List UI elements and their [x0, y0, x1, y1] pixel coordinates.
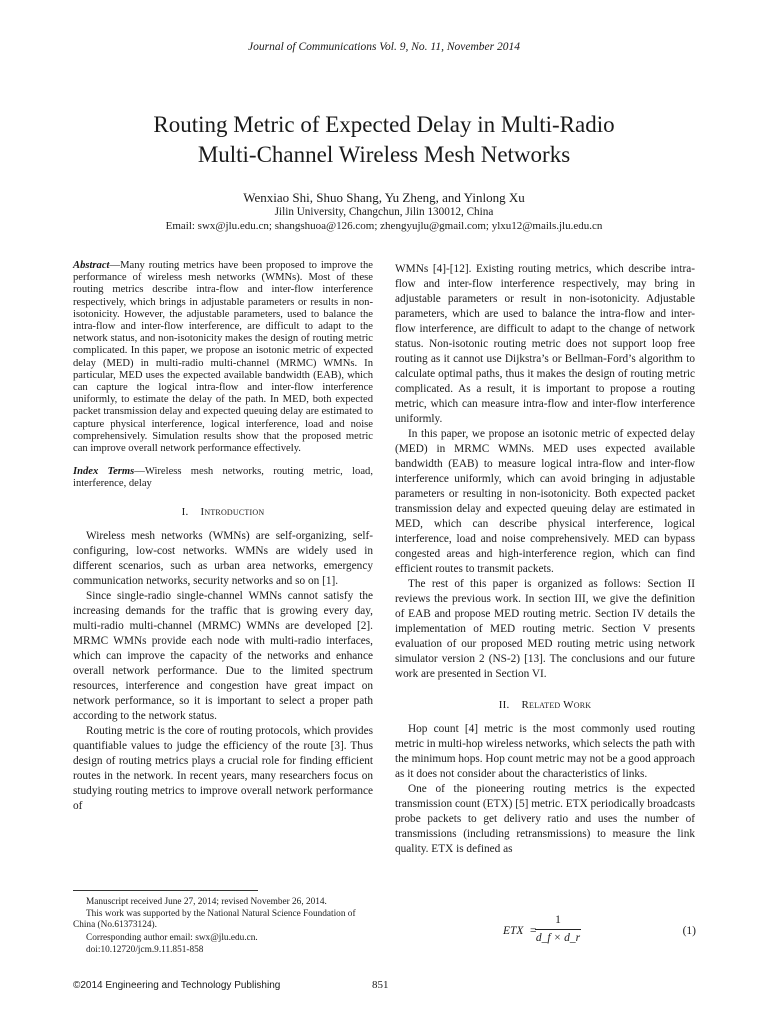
footnote-divider — [73, 890, 258, 891]
left-column — [73, 260, 373, 814]
related-paragraph-1: Hop count [4] metric is the most commonly used routing metric in multi-hop wireless networks, which selects the path with the minimum hops. Hop count metric may not be a good approach as it does not consider about the characteristics of links. — [395, 723, 695, 780]
index-terms — [73, 466, 373, 490]
abstract-text: —Many routing metrics have been proposed to improve the performance of wireless mesh networks (WMNs). Most of these routing metrics describe intra-flow and inter-flow interference respectively, which brings in adjustable parameters or results in non-isotonicity. However, the adjustable parameters, used to balance the intra-flow and inter-flow interference, are difficult to adapt to the network status, and non-isotonicity makes the design of routing metric complicated. In this paper, we propose an isotonic metric of expected delay (MED) in multi-radio multi-channel (MRMC) WMNs. In particular, MED uses the expected available bandwidth (EAB), which can capture the logical intra-flow and inter-flow interference uniformly, to estimate the delay of the path. In MED, both expected packet transmission delay and expected queuing delay are estimated to capture physical interference, logical interference, load and noise comprehensively. Simulation results show that the proposed metric can improve overall network performance effectively. — [73, 260, 373, 455]
equation-equals: = — [530, 925, 537, 937]
author-emails: Email: swx@jlu.edu.cn; shangshuoa@126.com; zhengyujlu@gmail.com; ylxu12@mails.jlu.edu.cn — [165, 220, 603, 232]
title-line-1: Routing Metric of Expected Delay in Multi-Radio — [153, 112, 615, 137]
abstract — [73, 260, 373, 455]
fraction-bar — [535, 929, 581, 930]
equation-etx — [395, 914, 698, 950]
page-number: 851 — [372, 979, 389, 991]
footnote-support: This work was supported by the National Natural Science Foundation of China (No.61373124). — [73, 909, 356, 930]
footnote-doi: doi:10.12720/jcm.9.11.851-858 — [86, 945, 204, 955]
section-title: Related Work — [521, 699, 592, 711]
paper-title — [60, 110, 708, 170]
section-heading-introduction — [73, 505, 373, 519]
abstract-lead: Abstract — [73, 260, 110, 271]
right-paragraph-3: The rest of this paper is organized as follows: Section II reviews the previous work. In section III, we give the definition of EAB and propose MED routing metric. Section IV details the implementation of MED routing metric. Section V presents evaluation of our proposed MED routing metric using network simulator version 2 (NS-2) [13]. The conclusions and our future work are presented in Section VI. — [395, 578, 695, 680]
index-terms-text: —Wireless mesh networks, routing metric, load, interference, delay — [73, 466, 373, 490]
right-paragraph-1: WMNs [4]-[12]. Existing routing metrics, which describe intra-flow and inter-flow interference respectively, may bring in adjustable parameters or result in non-isotonicity. Adjustable parameters, which are used to balance the intra-flow and inter-flow interference, are difficult to adapt to the change of network status. Non-isotonic routing metric does not support loop free routing as it cannot use Dijkstra’s or Bellman-Ford’s algorithm to calculate optimal paths, thus it makes the design of routing metric complicated. As a result, it is important to propose a routing metric, which can measure intra-flow and inter-flow interference uniformly. — [395, 263, 695, 425]
right-paragraph-2: In this paper, we propose an isotonic metric of expected delay (MED) in MRMC WMNs. MED uses expected available bandwidth (EAB) to measure logical intra-flow and inter-flow interference uniformly, which can avoid bringing in adjustable parameters or resulting in non-isotonicity. Both expected packet transmission delay and expected queuing delay are estimated in MED, which can describe physical interference, logical interference, load and noise comprehensively. MED can bypass congested areas and high-interference region, which can find efficient routes to transmit packets. — [395, 428, 695, 575]
intro-paragraph-3: Routing metric is the core of routing protocols, which provides quantifiable values to judge the efficiency of the route [3]. Thus design of routing metrics plays a crucial role for finding efficient routes in the network. In recent years, many researchers focus on studying routing metrics to improve overall network performance of — [73, 724, 373, 812]
section-number: I. — [181, 505, 189, 518]
footnote-received: Manuscript received June 27, 2014; revised November 26, 2014. — [86, 897, 327, 907]
title-line-2: Multi-Channel Wireless Mesh Networks — [197, 142, 571, 167]
section-title: Introduction — [200, 505, 265, 518]
affiliation: Jilin University, Changchun, Jilin 130012, China — [274, 206, 494, 218]
footnote-corresponding: Corresponding author email: swx@jlu.edu.cn. — [86, 933, 258, 943]
equation-number: (1) — [682, 925, 696, 937]
equation-lhs: ETX — [503, 925, 524, 937]
index-terms-lead: Index Terms — [73, 466, 135, 478]
copyright-notice: ©2014 Engineering and Technology Publishing — [73, 980, 281, 991]
equation-numerator: 1 — [555, 914, 561, 926]
section-number: II. — [498, 699, 510, 711]
intro-paragraph-1: Wireless mesh networks (WMNs) are self-organizing, self-configuring, low-cost networks. WMNs are widely used in different scenarios, such as urban area networks, emergency communication networks, security networks and so on [1]. — [73, 529, 373, 587]
equation-denominator: d_f × d_r — [535, 932, 581, 944]
right-column — [395, 262, 695, 857]
intro-paragraph-2: Since single-radio single-channel WMNs cannot satisfy the increasing demands for the traffic that is growing every day, multi-radio multi-channel (MRMC) WMNs are developed [2]. MRMC WMNs provide each node with multi-radio interfaces, which can improve the capacity of the networks and enhance overall network performance. Due to the limited spectrum resources, interference and congestion have great impact on network performance, so it is important to select a proper path according to the network status. — [73, 589, 373, 722]
author-list: Wenxiao Shi, Shuo Shang, Yu Zheng, and Yinlong Xu — [243, 190, 525, 205]
related-paragraph-2: One of the pioneering routing metrics is the expected transmission count (ETX) [5] metric. ETX periodically broadcasts probe packets to get delivery ratio and uses the number of transmissions (including retransmissions) to measure the link quality. ETX is defined as — [395, 783, 695, 855]
journal-header: Journal of Communications Vol. 9, No. 11, November 2014 — [248, 41, 520, 53]
section-heading-related-work — [395, 698, 695, 712]
equation-fraction — [535, 914, 581, 945]
